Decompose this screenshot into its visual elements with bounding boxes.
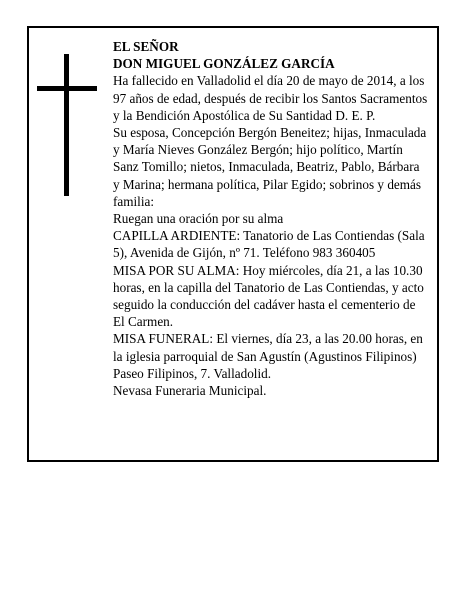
obituary-text: [113, 38, 429, 399]
family-list: Su esposa, Concepción Bergón Beneitez; hijas, Inmaculada y María Nieves González Bergón; hijo político, Martín Sanz Tomillo; nietos, Inmaculada, Beatriz, Pablo, Bárbara y Marina; hermana política, Pilar Egido; sobrinos y demás familia:: [113, 125, 427, 209]
funeral-mass-info: MISA FUNERAL: El viernes, día 23, a las 20.00 horas, en la iglesia parroquial de San Agustín (Agustinos Filipinos) Paseo Filipinos, 7. Valladolid.: [113, 331, 423, 381]
cross-icon: [64, 54, 69, 196]
mass-info: MISA POR SU ALMA: Hoy miércoles, día 21, a las 10.30 horas, en la capilla del Tanatorio de Las Contiendas, y acto seguido la conducción del cadáver hasta el cementerio de El Carmen.: [113, 262, 424, 330]
funeral-chapel-info: CAPILLA ARDIENTE: Tanatorio de Las Contiendas (Sala 5), Avenida de Gijón, nº 71. Teléfono 983 360405: [113, 228, 425, 261]
prayer-request: Ruegan una oración por su alma: [113, 211, 284, 227]
deceased-name: DON MIGUEL GONZÁLEZ GARCÍA: [113, 56, 335, 72]
funeral-home: Nevasa Funeraria Municipal.: [113, 383, 267, 399]
salutation: EL SEÑOR: [113, 39, 179, 54]
death-announcement: Ha fallecido en Valladolid el día 20 de mayo de 2014, a los 97 años de edad, después de recibir los Santos Sacramentos y la Bendición Apostólica de Su Santidad D. E. P.: [113, 73, 428, 123]
cross-icon-bar: [37, 86, 97, 91]
